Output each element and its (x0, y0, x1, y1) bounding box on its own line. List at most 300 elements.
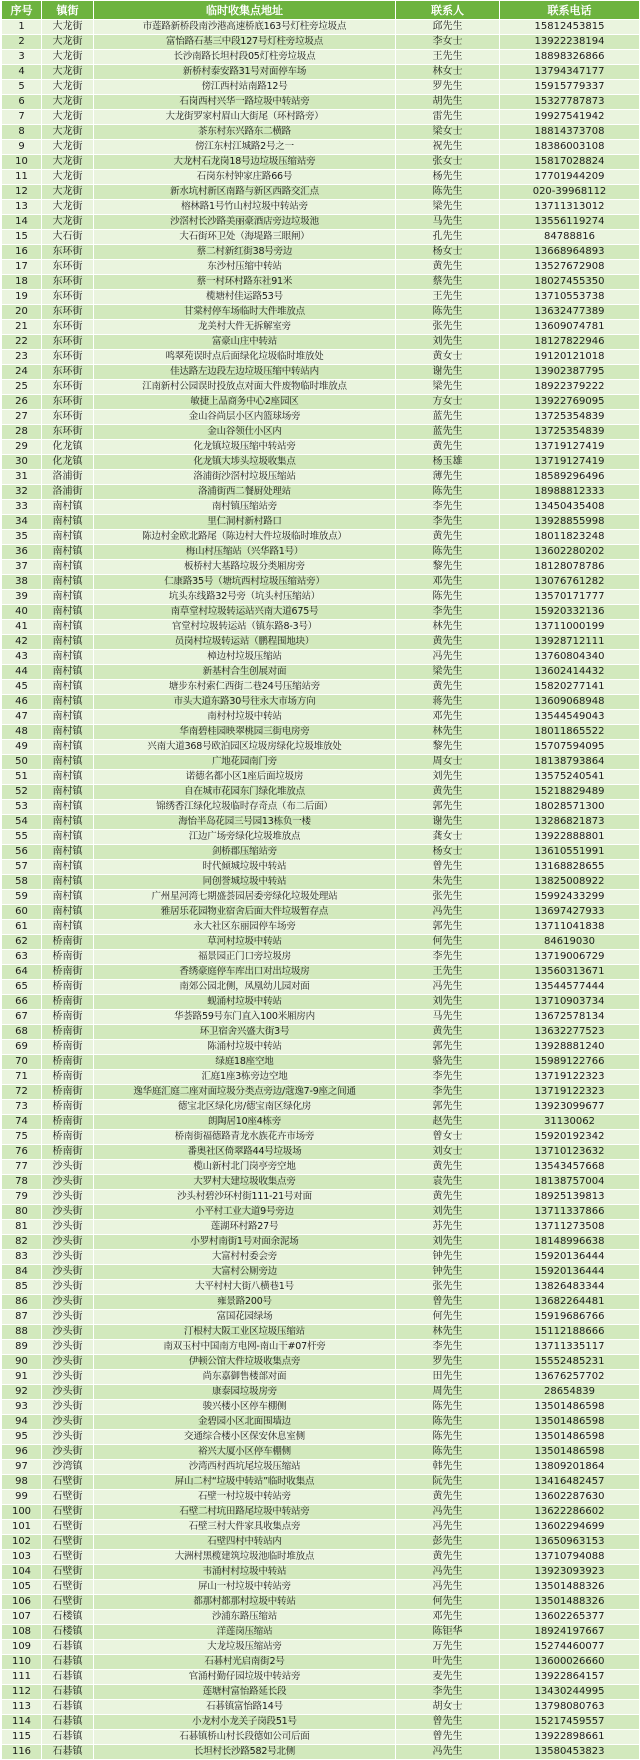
cell-phone: 13798080763 (500, 1700, 640, 1715)
cell-address: 福景园正门口旁垃圾房 (94, 950, 396, 965)
cell-contact: 赵先生 (396, 1115, 500, 1130)
table-row (2, 1025, 640, 1040)
cell-contact: 陈先生 (396, 590, 500, 605)
table-row (2, 905, 640, 920)
table-row (2, 740, 640, 755)
cell-index: 100 (2, 1505, 42, 1520)
cell-index: 74 (2, 1115, 42, 1130)
table-row (2, 1700, 640, 1715)
cell-town: 沙头街 (42, 1430, 94, 1445)
cell-contact: 龚女士 (396, 830, 500, 845)
cell-phone: 13928881240 (500, 1040, 640, 1055)
cell-phone: 15817028824 (500, 155, 640, 170)
cell-town: 沙头街 (42, 1160, 94, 1175)
cell-index: 102 (2, 1535, 42, 1550)
table-row (2, 1640, 640, 1655)
cell-address: 广地花园南门旁 (94, 755, 396, 770)
cell-address: 韦涌村村垃圾中转站 (94, 1565, 396, 1580)
cell-phone: 15989122766 (500, 1055, 640, 1070)
cell-index: 21 (2, 320, 42, 335)
table-row (2, 650, 640, 665)
cell-town: 东环街 (42, 350, 94, 365)
cell-contact: 邓先生 (396, 1610, 500, 1625)
cell-address: 洛浦街沙滘村垃圾压缩站 (94, 470, 396, 485)
table-row (2, 1160, 640, 1175)
cell-town: 沙湾镇 (42, 1460, 94, 1475)
cell-town: 南村镇 (42, 680, 94, 695)
cell-address: 剑桥郡压缩站旁 (94, 845, 396, 860)
cell-contact: 林先生 (396, 1325, 500, 1340)
cell-contact: 黄先生 (396, 440, 500, 455)
table-row (2, 1475, 640, 1490)
cell-index: 71 (2, 1070, 42, 1085)
table-row (2, 785, 640, 800)
cell-address: 大龙街罗家村眉山大街尾（环村路旁） (94, 110, 396, 125)
cell-town: 沙头街 (42, 1400, 94, 1415)
cell-phone: 13570171777 (500, 590, 640, 605)
cell-town: 南村镇 (42, 635, 94, 650)
cell-index: 66 (2, 995, 42, 1010)
cell-index: 68 (2, 1025, 42, 1040)
cell-contact: 钟先生 (396, 1250, 500, 1265)
cell-address: 榄山新村北门岗亭旁空地 (94, 1160, 396, 1175)
table-row (2, 170, 640, 185)
cell-index: 88 (2, 1325, 42, 1340)
table-row (2, 155, 640, 170)
cell-town: 南村镇 (42, 710, 94, 725)
cell-address: 江南新村公园误时投放点对面大件废物临时堆放点 (94, 380, 396, 395)
cell-address: 石壁四村中转站内 (94, 1535, 396, 1550)
cell-town: 南村镇 (42, 815, 94, 830)
cell-address: 傍江西村站南路12号 (94, 80, 396, 95)
cell-phone: 13543457668 (500, 1160, 640, 1175)
cell-town: 大龙街 (42, 140, 94, 155)
cell-contact: 陈先生 (396, 185, 500, 200)
cell-address: 梅山村压缩站（兴华路1号） (94, 545, 396, 560)
cell-index: 29 (2, 440, 42, 455)
cell-contact: 李先生 (396, 1340, 500, 1355)
cell-town: 南村镇 (42, 920, 94, 935)
cell-phone: 13809201864 (500, 1460, 640, 1475)
cell-index: 33 (2, 500, 42, 515)
cell-phone: 13922898661 (500, 1730, 640, 1745)
cell-phone: 13544549043 (500, 710, 640, 725)
cell-phone: 13719006729 (500, 950, 640, 965)
cell-address: 官堂村垃圾转运站（镇东路8-3号） (94, 620, 396, 635)
cell-contact: 谢先生 (396, 365, 500, 380)
cell-contact: 叶先生 (396, 1655, 500, 1670)
cell-phone: 15920136444 (500, 1265, 640, 1280)
cell-town: 石碁镇 (42, 1685, 94, 1700)
cell-town: 石碁镇 (42, 1655, 94, 1670)
cell-contact: 张先生 (396, 1280, 500, 1295)
header-phone: 联系电话 (500, 1, 640, 20)
cell-contact: 胡女士 (396, 1700, 500, 1715)
cell-contact: 何先生 (396, 935, 500, 950)
cell-address: 官涌村勤仔园垃圾中转站旁 (94, 1670, 396, 1685)
cell-contact: 陈先生 (396, 305, 500, 320)
cell-contact: 陈先生 (396, 1415, 500, 1430)
cell-town: 石壁街 (42, 1505, 94, 1520)
cell-contact: 蒋先生 (396, 695, 500, 710)
cell-index: 116 (2, 1745, 42, 1760)
cell-contact: 黄先生 (396, 635, 500, 650)
cell-index: 62 (2, 935, 42, 950)
cell-phone: 13725354839 (500, 425, 640, 440)
cell-phone: 31130062 (500, 1115, 640, 1130)
cell-town: 东环街 (42, 305, 94, 320)
cell-contact: 陈先生 (396, 545, 500, 560)
header-row (2, 1, 640, 20)
table-row (2, 590, 640, 605)
cell-address: 南村镇压缩站旁 (94, 500, 396, 515)
cell-index: 69 (2, 1040, 42, 1055)
cell-address: 香绣豪庭停车库出口对出垃圾房 (94, 965, 396, 980)
cell-index: 42 (2, 635, 42, 650)
cell-index: 31 (2, 470, 42, 485)
cell-index: 36 (2, 545, 42, 560)
table-row (2, 1085, 640, 1100)
cell-phone: 18028571300 (500, 800, 640, 815)
table-row (2, 65, 640, 80)
cell-index: 35 (2, 530, 42, 545)
cell-town: 桥南街 (42, 1085, 94, 1100)
table-row (2, 950, 640, 965)
cell-phone: 13672578134 (500, 1010, 640, 1025)
cell-index: 97 (2, 1460, 42, 1475)
cell-town: 南村镇 (42, 545, 94, 560)
cell-phone: 28654839 (500, 1385, 640, 1400)
cell-index: 78 (2, 1175, 42, 1190)
cell-phone: 13697427933 (500, 905, 640, 920)
cell-phone: 13450435408 (500, 500, 640, 515)
cell-contact: 周先生 (396, 1385, 500, 1400)
cell-address: 塘步东村索仁西街二巷24号压缩站旁 (94, 680, 396, 695)
cell-town: 沙头街 (42, 1295, 94, 1310)
cell-town: 石碁镇 (42, 1730, 94, 1745)
cell-address: 大罗村大建垃圾收集点旁 (94, 1175, 396, 1190)
cell-phone: 13928712111 (500, 635, 640, 650)
cell-phone: 13632477389 (500, 305, 640, 320)
cell-address: 樟边村垃圾压缩站 (94, 650, 396, 665)
cell-address: 逸华庭汇庭二座对面垃圾分类点旁边/蔻逸7-9座之间通 (94, 1085, 396, 1100)
cell-index: 94 (2, 1415, 42, 1430)
cell-contact: 胡先生 (396, 95, 500, 110)
cell-town: 南村镇 (42, 560, 94, 575)
cell-phone: 13580453823 (500, 1745, 640, 1760)
cell-contact: 刘先生 (396, 995, 500, 1010)
cell-phone: 84788816 (500, 230, 640, 245)
cell-town: 东环街 (42, 395, 94, 410)
table-row (2, 335, 640, 350)
cell-index: 114 (2, 1715, 42, 1730)
cell-address: 屏山二村“垃圾中转站”临时收集点 (94, 1475, 396, 1490)
table-row (2, 185, 640, 200)
cell-phone: 18138793864 (500, 755, 640, 770)
table-row (2, 770, 640, 785)
cell-phone: 15920332136 (500, 605, 640, 620)
cell-town: 东环街 (42, 410, 94, 425)
cell-town: 南村镇 (42, 575, 94, 590)
cell-index: 40 (2, 605, 42, 620)
cell-town: 南村镇 (42, 890, 94, 905)
table-row (2, 1235, 640, 1250)
cell-contact: 祝先生 (396, 140, 500, 155)
cell-phone: 15920192342 (500, 1130, 640, 1145)
cell-index: 39 (2, 590, 42, 605)
cell-phone: 13544577444 (500, 980, 640, 995)
cell-contact: 黄先生 (396, 1490, 500, 1505)
table-row (2, 1340, 640, 1355)
table-row (2, 1115, 640, 1130)
cell-phone: 13650963153 (500, 1535, 640, 1550)
cell-town: 桥南街 (42, 1010, 94, 1025)
cell-town: 石壁街 (42, 1595, 94, 1610)
cell-town: 石碁镇 (42, 1700, 94, 1715)
cell-address: 新桥村泰安路31号对面停车场 (94, 65, 396, 80)
table-row (2, 1070, 640, 1085)
cell-index: 103 (2, 1550, 42, 1565)
cell-contact: 黄先生 (396, 1190, 500, 1205)
cell-index: 85 (2, 1280, 42, 1295)
cell-phone: 13719122323 (500, 1085, 640, 1100)
cell-index: 10 (2, 155, 42, 170)
cell-contact: 李先生 (396, 1085, 500, 1100)
table-row (2, 1670, 640, 1685)
cell-address: 华南碧桂园映翠桃园三街电房旁 (94, 725, 396, 740)
table-row (2, 920, 640, 935)
cell-address: 龙美村大件无拆解室旁 (94, 320, 396, 335)
cell-address: 汇庭1座3栋旁边空地 (94, 1070, 396, 1085)
cell-phone: 84619030 (500, 935, 640, 950)
cell-index: 30 (2, 455, 42, 470)
cell-phone: 13725354839 (500, 410, 640, 425)
cell-contact: 郭先生 (396, 920, 500, 935)
cell-phone: 13076761282 (500, 575, 640, 590)
cell-index: 105 (2, 1580, 42, 1595)
table-row (2, 1130, 640, 1145)
cell-town: 桥南街 (42, 1025, 94, 1040)
cell-phone: 19927541942 (500, 110, 640, 125)
cell-index: 91 (2, 1370, 42, 1385)
cell-index: 46 (2, 695, 42, 710)
cell-index: 83 (2, 1250, 42, 1265)
cell-index: 98 (2, 1475, 42, 1490)
cell-address: 石壁二村坑田路尾垃圾中转站旁 (94, 1505, 396, 1520)
table-row (2, 1370, 640, 1385)
cell-index: 63 (2, 950, 42, 965)
cell-phone: 13609074781 (500, 320, 640, 335)
cell-index: 7 (2, 110, 42, 125)
cell-index: 38 (2, 575, 42, 590)
cell-contact: 黎先生 (396, 560, 500, 575)
cell-town: 石壁街 (42, 1550, 94, 1565)
cell-index: 89 (2, 1340, 42, 1355)
cell-index: 51 (2, 770, 42, 785)
cell-address: 环卫宿舍兴盛大街3号 (94, 1025, 396, 1040)
table-row (2, 380, 640, 395)
cell-contact: 何先生 (396, 1310, 500, 1325)
table-row (2, 965, 640, 980)
cell-address: 小平村工业大道9号旁边 (94, 1205, 396, 1220)
table-row (2, 290, 640, 305)
table-row (2, 1520, 640, 1535)
cell-contact: 陈先生 (396, 1400, 500, 1415)
cell-contact: 黄先生 (396, 530, 500, 545)
cell-phone: 13923099677 (500, 1100, 640, 1115)
cell-contact: 罗先生 (396, 80, 500, 95)
cell-address: 茶东村东兴路东二横路 (94, 125, 396, 140)
cell-phone: 18925139813 (500, 1190, 640, 1205)
cell-address: 洋莲岗压缩站 (94, 1625, 396, 1640)
cell-town: 南村镇 (42, 785, 94, 800)
cell-address: 小罗村南街1号对面余泥场 (94, 1235, 396, 1250)
cell-contact: 冯先生 (396, 1505, 500, 1520)
cell-index: 15 (2, 230, 42, 245)
cell-index: 4 (2, 65, 42, 80)
cell-index: 12 (2, 185, 42, 200)
cell-contact: 陈先生 (396, 1445, 500, 1460)
cell-index: 67 (2, 1010, 42, 1025)
cell-phone: 13902387795 (500, 365, 640, 380)
cell-town: 沙头街 (42, 1250, 94, 1265)
cell-town: 沙头街 (42, 1265, 94, 1280)
cell-index: 56 (2, 845, 42, 860)
cell-contact: 冯先生 (396, 1745, 500, 1760)
cell-phone: 13711337866 (500, 1205, 640, 1220)
cell-phone: 13527672908 (500, 260, 640, 275)
cell-contact: 冯先生 (396, 1580, 500, 1595)
cell-address: 南郊公园北侧，凤凰幼儿园对面 (94, 980, 396, 995)
cell-contact: 孔先生 (396, 230, 500, 245)
header-index: 序号 (2, 1, 42, 20)
cell-address: 时代倾城垃圾中转站 (94, 860, 396, 875)
cell-contact: 黎先生 (396, 740, 500, 755)
cell-phone: 13168828655 (500, 860, 640, 875)
cell-contact: 李先生 (396, 1685, 500, 1700)
cell-address: 江边广场旁绿化垃圾堆放点 (94, 830, 396, 845)
cell-phone: 13710553738 (500, 290, 640, 305)
cell-phone: 13826483344 (500, 1280, 640, 1295)
cell-town: 南村镇 (42, 905, 94, 920)
cell-index: 53 (2, 800, 42, 815)
cell-phone: 15915779337 (500, 80, 640, 95)
cell-town: 桥南街 (42, 1100, 94, 1115)
cell-town: 东环街 (42, 365, 94, 380)
cell-contact: 陈先生 (396, 1430, 500, 1445)
cell-phone: 13602294699 (500, 1520, 640, 1535)
cell-phone: 18027455350 (500, 275, 640, 290)
cell-index: 2 (2, 35, 42, 50)
cell-phone: 13711313012 (500, 200, 640, 215)
table-row (2, 1220, 640, 1235)
cell-index: 111 (2, 1670, 42, 1685)
cell-address: 长沙南路长坦村段05灯柱旁垃圾点 (94, 50, 396, 65)
table-row (2, 35, 640, 50)
cell-town: 大龙街 (42, 110, 94, 125)
cell-index: 19 (2, 290, 42, 305)
cell-address: 金山谷尚层小区内篮球场旁 (94, 410, 396, 425)
cell-phone: 13501486598 (500, 1430, 640, 1445)
cell-contact: 蓝先生 (396, 410, 500, 425)
cell-address: 石岗西村兴华一路垃圾中转站旁 (94, 95, 396, 110)
cell-index: 80 (2, 1205, 42, 1220)
cell-town: 东环街 (42, 275, 94, 290)
cell-phone: 13710903734 (500, 995, 640, 1010)
cell-phone: 13501486598 (500, 1400, 640, 1415)
cell-index: 60 (2, 905, 42, 920)
table-row (2, 875, 640, 890)
cell-town: 大龙街 (42, 95, 94, 110)
cell-address: 尚东嘉御售楼部对面 (94, 1370, 396, 1385)
table-body (2, 20, 640, 1760)
cell-phone: 15992433299 (500, 890, 640, 905)
table-row (2, 545, 640, 560)
cell-contact: 李先生 (396, 500, 500, 515)
header-town: 镇街 (42, 1, 94, 20)
cell-address: 石岗东村钟家庄路66号 (94, 170, 396, 185)
cell-town: 东环街 (42, 260, 94, 275)
cell-town: 沙头街 (42, 1190, 94, 1205)
table-row (2, 1745, 640, 1760)
table-row (2, 605, 640, 620)
cell-town: 沙头街 (42, 1175, 94, 1190)
cell-town: 沙头街 (42, 1340, 94, 1355)
cell-phone: 13602414432 (500, 665, 640, 680)
cell-address: 佳达路左边段左边垃圾压缩中转站内 (94, 365, 396, 380)
table-row (2, 710, 640, 725)
cell-phone: 13922864157 (500, 1670, 640, 1685)
table-row (2, 1190, 640, 1205)
cell-index: 58 (2, 875, 42, 890)
cell-contact: 郭先生 (396, 1040, 500, 1055)
cell-phone: 18128078786 (500, 560, 640, 575)
cell-address: 伊顿公馆大件垃圾收集点旁 (94, 1355, 396, 1370)
cell-phone: 19120121018 (500, 350, 640, 365)
cell-address: 华荟路59号东门直入100米厢房内 (94, 1010, 396, 1025)
cell-index: 8 (2, 125, 42, 140)
cell-town: 南村镇 (42, 770, 94, 785)
cell-phone: 13609068948 (500, 695, 640, 710)
cell-address: 榕林路1号竹山村垃圾中转站旁 (94, 200, 396, 215)
cell-address: 沙滘村长沙路美丽豪酒店旁边垃圾池 (94, 215, 396, 230)
cell-address: 石碁镇桥山村长段德如公司后面 (94, 1730, 396, 1745)
cell-address: 新水坑村新区南路与新区西路交汇点 (94, 185, 396, 200)
cell-contact: 冯先生 (396, 1565, 500, 1580)
cell-phone: 18011823248 (500, 530, 640, 545)
table-row (2, 1310, 640, 1325)
table-row (2, 1505, 640, 1520)
cell-phone: 15820277141 (500, 680, 640, 695)
table-row (2, 830, 640, 845)
cell-phone: 13416482457 (500, 1475, 640, 1490)
cell-address: 广州星河湾七期盛荟园居委旁绿化垃圾处理站 (94, 890, 396, 905)
cell-address: 板桥村大基路垃圾分类厢房旁 (94, 560, 396, 575)
table-row (2, 635, 640, 650)
table-row (2, 1415, 640, 1430)
cell-phone: 18924197667 (500, 1625, 640, 1640)
cell-index: 50 (2, 755, 42, 770)
cell-phone: 15327787873 (500, 95, 640, 110)
cell-index: 57 (2, 860, 42, 875)
cell-contact: 梁先生 (396, 380, 500, 395)
cell-town: 南村镇 (42, 500, 94, 515)
cell-contact: 杨女士 (396, 845, 500, 860)
cell-contact: 韩先生 (396, 1460, 500, 1475)
cell-index: 34 (2, 515, 42, 530)
cell-address: 海怡半岛花园三号园13栋负一楼 (94, 815, 396, 830)
cell-contact: 刘女士 (396, 1145, 500, 1160)
